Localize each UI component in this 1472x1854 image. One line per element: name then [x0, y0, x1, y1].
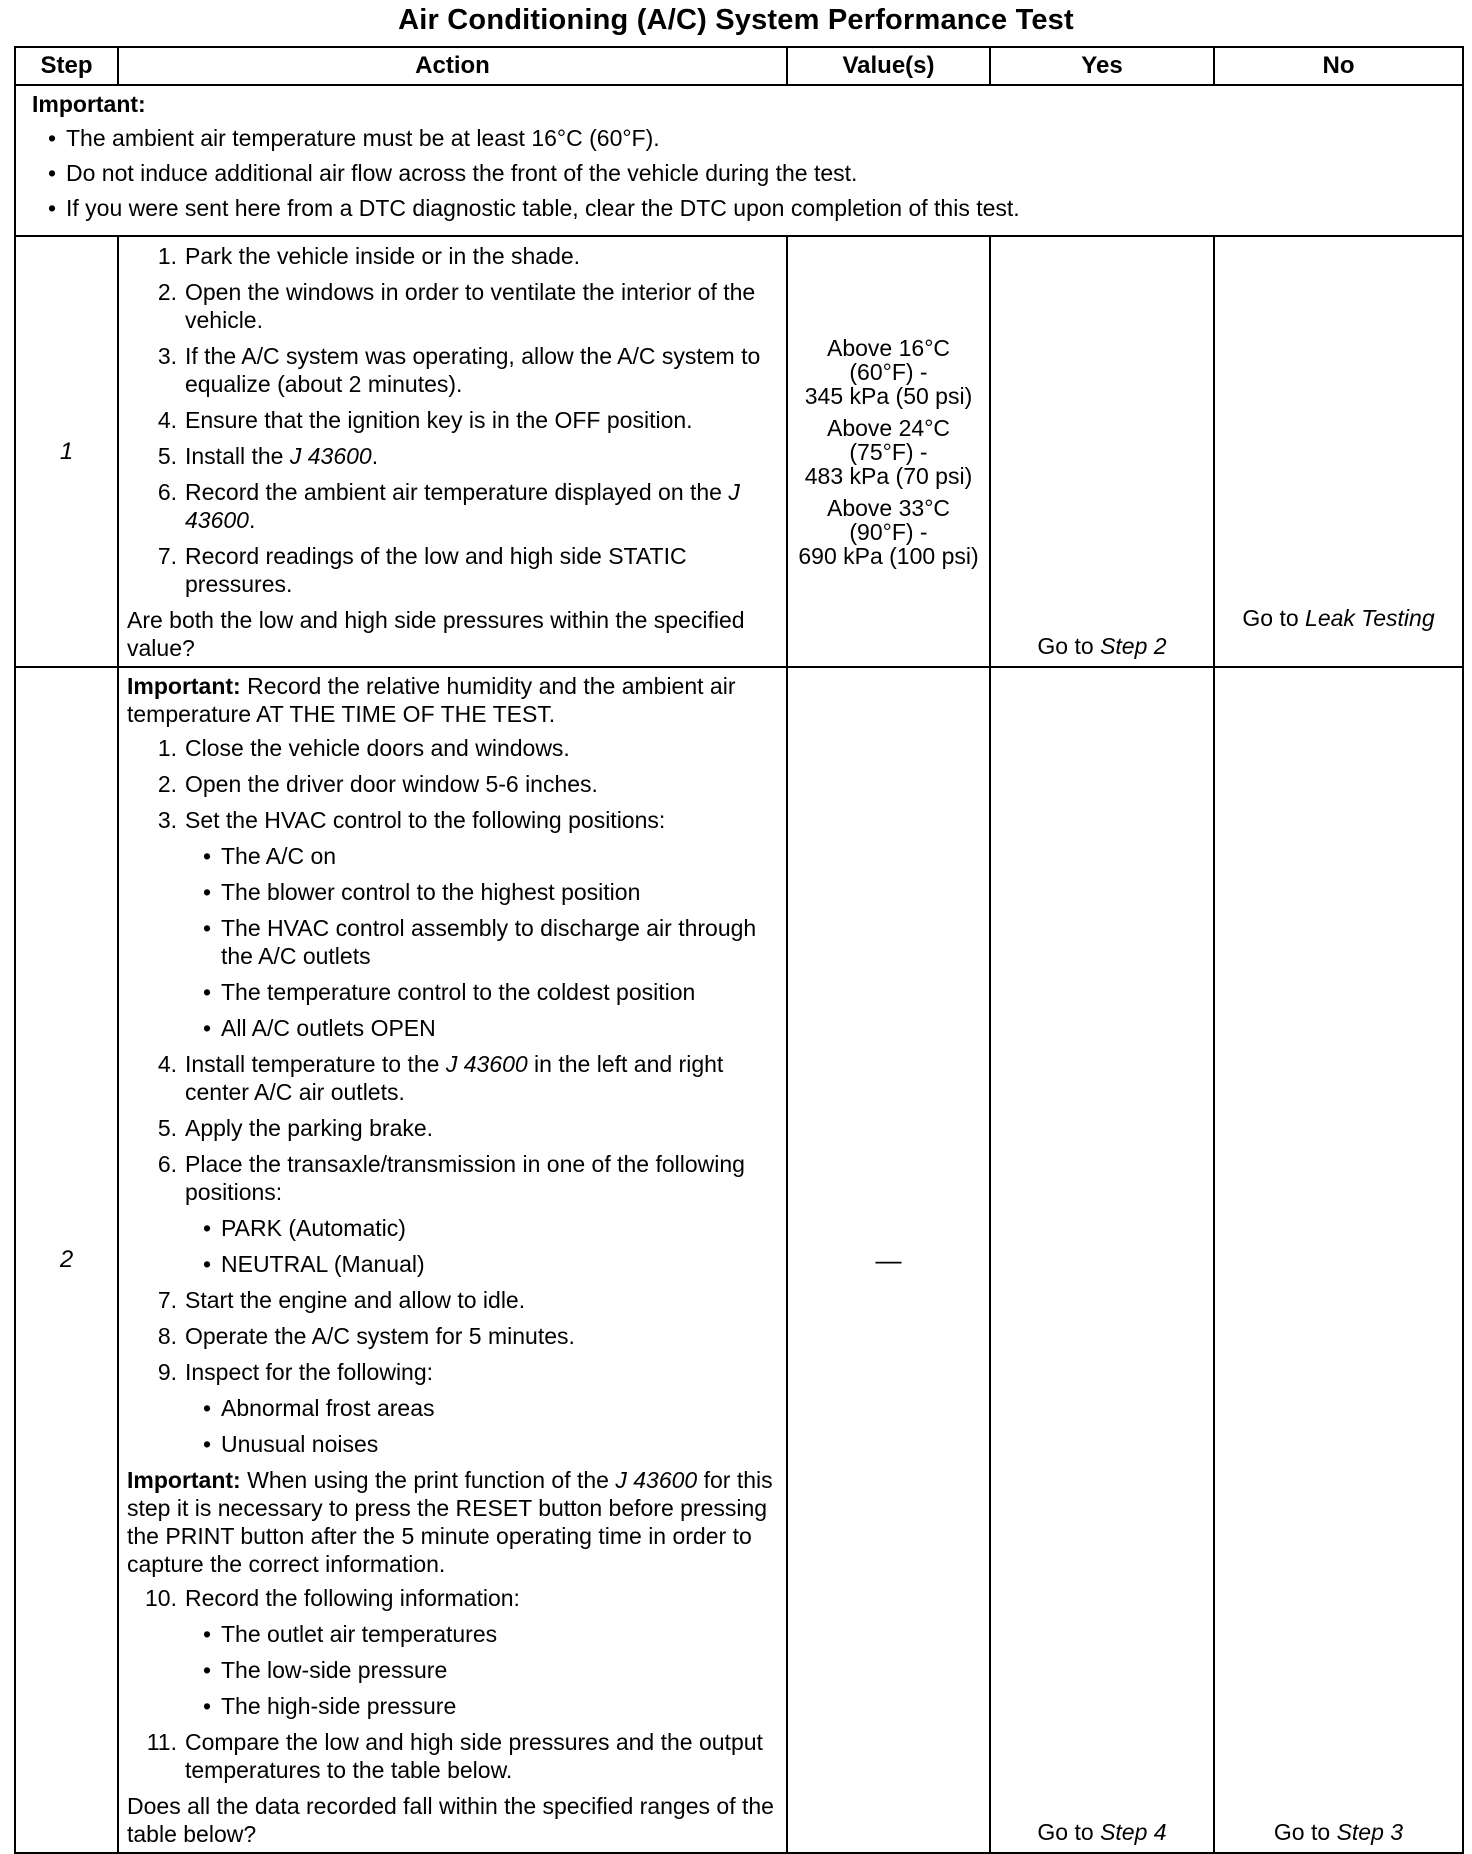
action-subitem: • The outlet air temperatures — [127, 1620, 776, 1648]
tool-reference: J 43600 — [185, 479, 740, 533]
action-item: 7. Record readings of the low and high side STATIC pressures. — [157, 543, 687, 597]
action-item: 3. Set the HVAC control to the following positions: — [157, 807, 666, 833]
action-item: 3. If the A/C system was operating, allow the A/C system to equalize (about 2 minutes). — [157, 343, 761, 397]
step-1-no: Go to Leak Testing — [1214, 236, 1463, 667]
action-subitem: • All A/C outlets OPEN — [127, 1014, 776, 1042]
performance-test-table — [14, 46, 1464, 1854]
step-1-row — [15, 236, 1463, 667]
important-bullet: • The ambient air temperature must be at least 16°C (60°F). — [34, 124, 1454, 152]
action-item: 5. Apply the parking brake. — [157, 1115, 434, 1141]
action-item: 4. Install temperature to the J 43600 in the left and right center A/C air outlets. — [157, 1051, 724, 1105]
action-item: 2. Open the windows in order to ventilate the interior of the vehicle. — [157, 279, 756, 333]
tool-reference: J 43600 — [445, 1051, 528, 1077]
action-item: 11. Compare the low and high side pressures and the output temperatures to the table below. — [146, 1729, 763, 1783]
action-subitem: • The blower control to the highest position — [127, 878, 776, 906]
action-subitem: • The HVAC control assembly to discharge air through the A/C outlets — [127, 914, 776, 970]
action-subitem: • Unusual noises — [127, 1430, 776, 1458]
step-number: 1 — [15, 236, 118, 667]
value-spec: Above 33°C (90°F) - 690 kPa (100 psi) — [798, 494, 979, 569]
important-note: Important: When using the print function of the J 43600 for this step it is necessary to press the RESET button before pressing the PRINT button after the 5 minute operating time in order to capture the correct information. — [127, 1467, 773, 1577]
important-bullet: • If you were sent here from a DTC diagnostic table, clear the DTC upon completion of this test. — [34, 194, 1454, 222]
action-subitem: • The temperature control to the coldest position — [127, 978, 776, 1006]
important-bullet: • Do not induce additional air flow across the front of the vehicle during the test. — [34, 159, 1454, 187]
action-subitem: • Abnormal frost areas — [127, 1394, 776, 1422]
important-note: Important: Record the relative humidity and the ambient air temperature AT THE TIME OF THE TEST. — [127, 673, 736, 727]
go-to-step-4-link[interactable]: Step 4 — [1100, 1819, 1167, 1845]
action-subitem: • The low-side pressure — [127, 1656, 776, 1684]
action-item: 6. Place the transaxle/transmission in one of the following positions: — [157, 1151, 745, 1205]
important-label: Important: — [32, 91, 146, 117]
action-subitem: • The high-side pressure — [127, 1692, 776, 1720]
tool-reference: J 43600 — [615, 1467, 698, 1493]
step-1-yes: Go to Step 2 — [990, 236, 1214, 667]
go-to-step-2-link[interactable]: Step 2 — [1100, 633, 1167, 659]
column-header-action: Action — [118, 47, 787, 85]
action-subitem: • NEUTRAL (Manual) — [127, 1250, 776, 1278]
action-item: 1. Close the vehicle doors and windows. — [157, 735, 570, 761]
action-item: 9. Inspect for the following: — [157, 1359, 434, 1385]
action-item: 7. Start the engine and allow to idle. — [157, 1287, 526, 1313]
important-row — [15, 85, 1463, 236]
step-2-action — [118, 667, 787, 1853]
header-row — [15, 47, 1463, 85]
action-subitem: • PARK (Automatic) — [127, 1214, 776, 1242]
go-to-step-3-link[interactable]: Step 3 — [1336, 1819, 1404, 1845]
step-question: Does all the data recorded fall within the specified ranges of the table below? — [127, 1793, 774, 1847]
column-header-no: No — [1214, 47, 1463, 85]
column-header-yes: Yes — [990, 47, 1214, 85]
action-item: 5. Install the J 43600. — [157, 443, 379, 469]
action-item: 6. Record the ambient air temperature displayed on the J 43600. — [157, 479, 740, 533]
action-item: 8. Operate the A/C system for 5 minutes. — [157, 1323, 575, 1349]
value-spec: Above 24°C (75°F) - 483 kPa (70 psi) — [804, 414, 973, 489]
document-title: Air Conditioning (A/C) System Performance Test — [398, 4, 1074, 36]
step-number: 2 — [15, 667, 118, 1853]
step-1-values — [787, 236, 990, 667]
action-item: 10. Record the following information: — [145, 1585, 520, 1611]
go-to-leak-testing-link[interactable]: Leak Testing — [1305, 605, 1435, 631]
step-question: Are both the low and high side pressures within the specified value? — [127, 607, 745, 661]
action-subitem: • The A/C on — [127, 842, 776, 870]
column-header-values: Value(s) — [787, 47, 990, 85]
step-2-no: Go to Step 3 — [1214, 667, 1463, 1853]
important-notice — [15, 85, 1463, 236]
action-item: 4. Ensure that the ignition key is in the OFF position. — [157, 407, 693, 433]
step-2-values: — — [787, 667, 990, 1853]
column-header-step: Step — [15, 47, 118, 85]
value-spec: Above 16°C (60°F) - 345 kPa (50 psi) — [804, 334, 973, 409]
step-2-yes: Go to Step 4 — [990, 667, 1214, 1853]
tool-reference: J 43600 — [289, 443, 372, 469]
action-item: 2. Open the driver door window 5-6 inches. — [157, 771, 598, 797]
step-2-row — [15, 667, 1463, 1853]
action-item: 1. Park the vehicle inside or in the shade. — [157, 243, 581, 269]
step-1-action — [118, 236, 787, 667]
